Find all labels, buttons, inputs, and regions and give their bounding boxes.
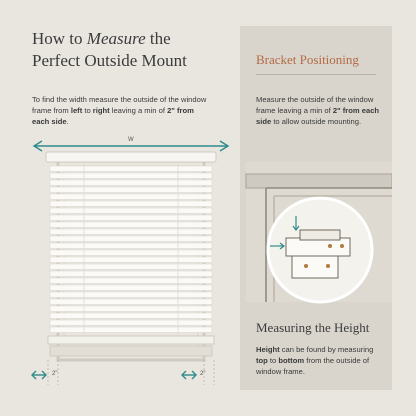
- bracket-positioning-heading: Bracket Positioning: [256, 52, 359, 67]
- bracket-instructions: Measure the outside of the window frame leaving a min of 2" from each side to allow outside mounting.: [256, 95, 380, 126]
- blind-slat: [50, 173, 212, 179]
- blind-slat: [50, 222, 212, 228]
- title-emphasis: Measure: [86, 29, 146, 48]
- blind-slat: [50, 236, 212, 242]
- title-text: How to: [32, 29, 87, 48]
- blind-slat: [50, 299, 212, 305]
- width-instructions: To find the width measure the outside of the window frame from left to right leaving a min of 2" from each side.: [32, 95, 207, 126]
- blind-slats: [50, 166, 212, 333]
- margin-left-label: 2": [52, 371, 58, 377]
- blind-slat: [50, 264, 212, 270]
- measuring-height-heading: Measuring the Height: [256, 320, 370, 335]
- blind-slat: [50, 271, 212, 277]
- margin-right-label: 2": [200, 371, 206, 377]
- blind-slat: [50, 313, 212, 319]
- blind-slat: [50, 250, 212, 256]
- title-text: Perfect Outside Mount: [32, 51, 187, 70]
- blind-slat: [50, 208, 212, 214]
- blind-slat: [50, 292, 212, 298]
- blind-slat: [50, 320, 212, 326]
- blind-slat: [50, 194, 212, 200]
- blind-slat: [50, 306, 212, 312]
- divider: [256, 74, 376, 75]
- blind-slat: [50, 285, 212, 291]
- blind-slat: [50, 187, 212, 193]
- blind-slat: [50, 327, 212, 333]
- blind-slat: [50, 278, 212, 284]
- side-panel: [240, 26, 392, 390]
- blind-slat: [50, 229, 212, 235]
- blind-slat: [50, 257, 212, 263]
- blind-slat: [50, 201, 212, 207]
- bracket-illustration: [240, 146, 392, 316]
- width-label: W: [128, 137, 134, 143]
- title-text: the: [145, 29, 171, 48]
- blind-slat: [50, 166, 212, 172]
- blind-slat: [50, 243, 212, 249]
- blind-slat: [50, 180, 212, 186]
- blind-slat: [50, 215, 212, 221]
- height-instructions: Height can be found by measuring top to bottom from the outside of window frame.: [256, 345, 374, 376]
